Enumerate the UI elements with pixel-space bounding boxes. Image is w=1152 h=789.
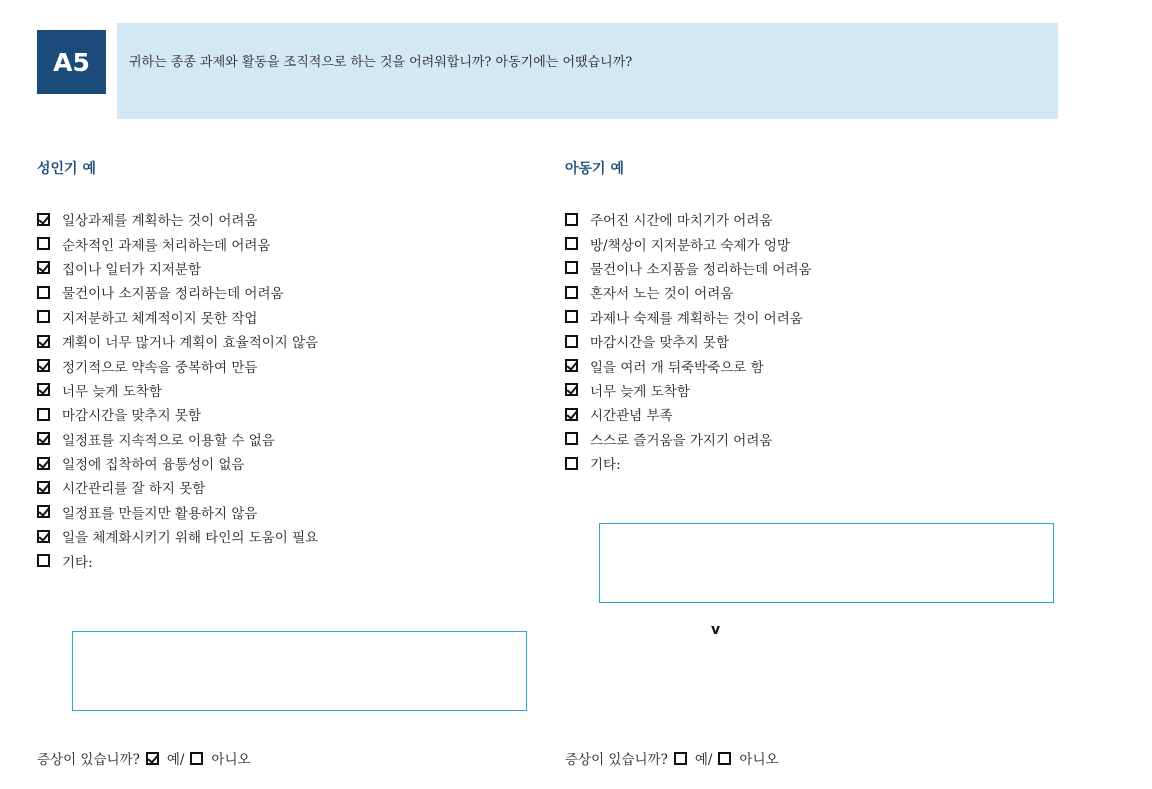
adult-checklist-item[interactable] — [37, 475, 318, 499]
adult-checklist-item[interactable] — [37, 548, 318, 572]
checkbox-icon[interactable] — [565, 237, 578, 250]
checkbox-icon[interactable] — [565, 310, 578, 323]
child-item-label: 스스로 즐거움을 가지기 어려움 — [590, 432, 773, 449]
adult-no-checkbox[interactable] — [190, 752, 203, 765]
section-badge: A5 — [37, 30, 106, 94]
adult-item-label: 순차적인 과제를 처리하는데 어려움 — [62, 237, 271, 254]
checkbox-icon[interactable] — [37, 359, 50, 372]
adult-checklist-item[interactable] — [37, 524, 318, 548]
adult-no-label: 아니오 — [211, 752, 251, 768]
child-item-label: 시간관념 부족 — [590, 408, 673, 425]
child-item-label: 일을 여러 개 뒤죽박죽으로 함 — [590, 359, 764, 376]
child-checklist-item[interactable] — [565, 305, 812, 329]
checkbox-icon[interactable] — [37, 530, 50, 543]
adult-checklist — [37, 207, 318, 573]
checkbox-icon[interactable] — [37, 286, 50, 299]
adult-yes-checkbox[interactable] — [146, 752, 159, 765]
checkbox-icon[interactable] — [37, 213, 50, 226]
checkbox-icon[interactable] — [37, 408, 50, 421]
child-examples-title: 아동기 예 — [565, 161, 624, 177]
adult-checklist-item[interactable] — [37, 427, 318, 451]
adult-item-label: 지저분하고 체계적이지 못한 작업 — [62, 310, 258, 327]
adult-item-label: 일정표를 만들지만 활용하지 않음 — [62, 505, 258, 522]
child-item-label: 혼자서 노는 것이 어려움 — [590, 286, 734, 303]
adult-checklist-item[interactable] — [37, 451, 318, 475]
checkbox-icon[interactable] — [565, 457, 578, 470]
adult-item-label: 일을 체계화시키기 위해 타인의 도움이 필요 — [62, 530, 319, 547]
child-checklist — [565, 207, 812, 475]
adult-checklist-item[interactable] — [37, 378, 318, 402]
child-checklist-item[interactable] — [565, 451, 812, 475]
adult-checklist-item[interactable] — [37, 280, 318, 304]
handwritten-mark: v — [711, 622, 721, 638]
adult-item-label: 마감시간을 맞추지 못함 — [62, 408, 201, 425]
child-checklist-item[interactable] — [565, 329, 812, 353]
checkbox-icon[interactable] — [37, 481, 50, 494]
adult-checklist-item[interactable] — [37, 256, 318, 280]
adult-item-label: 집이나 일터가 지저분함 — [62, 261, 201, 278]
checkbox-icon[interactable] — [565, 261, 578, 274]
adult-item-label: 기타: — [62, 554, 93, 571]
checkbox-icon[interactable] — [565, 286, 578, 299]
child-checklist-item[interactable] — [565, 353, 812, 377]
child-checklist-item[interactable] — [565, 207, 812, 231]
checkbox-icon[interactable] — [565, 432, 578, 445]
checkbox-icon[interactable] — [37, 554, 50, 567]
adult-checklist-item[interactable] — [37, 500, 318, 524]
child-other-input[interactable] — [599, 523, 1054, 603]
adult-item-label: 일정에 집착하여 융통성이 없음 — [62, 457, 245, 474]
child-checklist-item[interactable] — [565, 280, 812, 304]
adult-item-label: 정기적으로 약속을 중복하여 만듬 — [62, 359, 258, 376]
child-checklist-item[interactable] — [565, 231, 812, 255]
child-item-label: 기타: — [590, 457, 621, 474]
child-checklist-item[interactable] — [565, 378, 812, 402]
checkbox-icon[interactable] — [565, 359, 578, 372]
question-text: 귀하는 종종 과제와 활동을 조직적으로 하는 것을 어려워합니까? 아동기에는 어땠습니까? — [129, 55, 633, 70]
adult-item-label: 시간관리를 잘 하지 못함 — [62, 481, 206, 498]
adult-item-label: 계획이 너무 많거나 계획이 효율적이지 않음 — [62, 335, 319, 352]
child-checklist-item[interactable] — [565, 256, 812, 280]
adult-symptom-row — [37, 748, 251, 768]
checkbox-icon[interactable] — [37, 335, 50, 348]
checkbox-icon[interactable] — [565, 383, 578, 396]
adult-yes-label: 예/ — [166, 752, 185, 768]
checkbox-icon[interactable] — [37, 237, 50, 250]
child-checklist-item[interactable] — [565, 427, 812, 451]
adult-other-input[interactable] — [72, 631, 527, 711]
question-box — [117, 23, 1058, 119]
adult-symptom-question: 증상이 있습니까? — [37, 752, 140, 768]
checkbox-icon[interactable] — [565, 335, 578, 348]
adult-checklist-item[interactable] — [37, 329, 318, 353]
adult-checklist-item[interactable] — [37, 231, 318, 255]
child-yes-checkbox[interactable] — [674, 752, 687, 765]
child-item-label: 물건이나 소지품을 정리하는데 어려움 — [590, 261, 812, 278]
child-yes-label: 예/ — [694, 752, 713, 768]
checkbox-icon[interactable] — [37, 310, 50, 323]
adult-checklist-item[interactable] — [37, 305, 318, 329]
child-no-checkbox[interactable] — [718, 752, 731, 765]
child-item-label: 과제나 숙제를 계획하는 것이 어려움 — [590, 310, 803, 327]
checkbox-icon[interactable] — [565, 213, 578, 226]
adult-checklist-item[interactable] — [37, 353, 318, 377]
child-no-label: 아니오 — [739, 752, 779, 768]
child-item-label: 주어진 시간에 마치기가 어려움 — [590, 213, 773, 230]
adult-item-label: 일정표를 지속적으로 이용할 수 없음 — [62, 432, 275, 449]
checkbox-icon[interactable] — [37, 432, 50, 445]
checkbox-icon[interactable] — [37, 383, 50, 396]
adult-item-label: 일상과제를 계획하는 것이 어려움 — [62, 213, 258, 230]
child-symptom-question: 증상이 있습니까? — [565, 752, 668, 768]
adult-item-label: 물건이나 소지품을 정리하는데 어려움 — [62, 286, 284, 303]
adult-item-label: 너무 늦게 도착함 — [62, 383, 162, 400]
child-checklist-item[interactable] — [565, 402, 812, 426]
adult-checklist-item[interactable] — [37, 402, 318, 426]
child-item-label: 방/책상이 지저분하고 숙제가 엉망 — [590, 237, 790, 254]
checkbox-icon[interactable] — [37, 505, 50, 518]
child-item-label: 너무 늦게 도착함 — [590, 383, 690, 400]
adult-examples-title: 성인기 예 — [37, 161, 96, 177]
checkbox-icon[interactable] — [37, 457, 50, 470]
checkbox-icon[interactable] — [565, 408, 578, 421]
adult-checklist-item[interactable] — [37, 207, 318, 231]
checkbox-icon[interactable] — [37, 261, 50, 274]
child-symptom-row — [565, 748, 779, 768]
child-item-label: 마감시간을 맞추지 못함 — [590, 335, 729, 352]
